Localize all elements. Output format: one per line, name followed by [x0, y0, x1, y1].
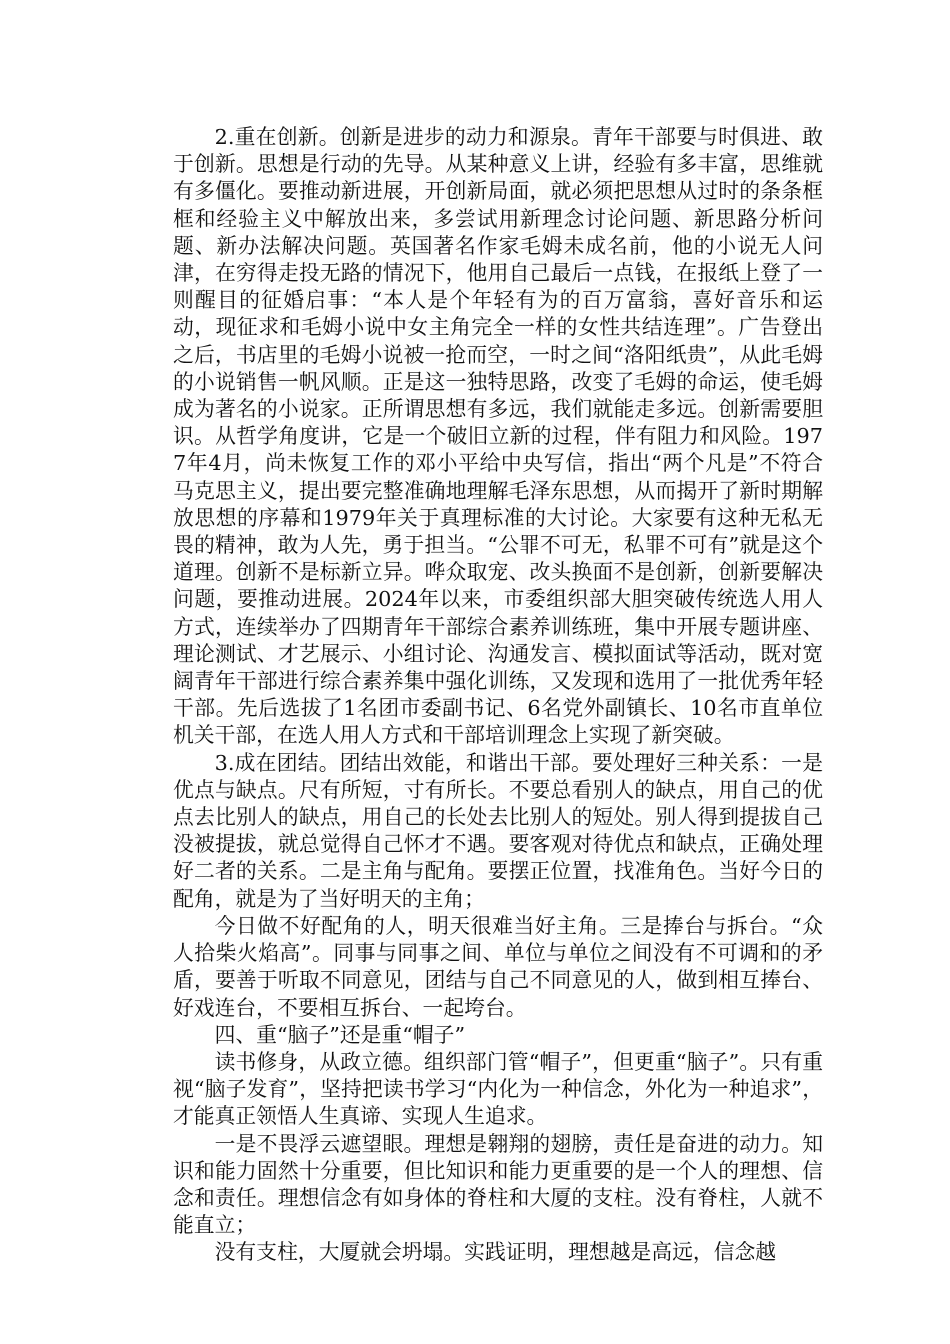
paragraph-reading: 读书修身，从政立德。组织部门管“帽子”，但更重“脑子”。只有重视“脑子发育”，坚持把读书学习“内化为一种信念，外化为一种追求”，才能真正领悟人生真谛、实现人生追求。	[173, 1049, 823, 1129]
section-heading-brain-or-hat: 四、重“脑子”还是重“帽子”	[214, 1022, 466, 1047]
paragraph-unity: 3.成在团结。团结出效能，和谐出干部。要处理好三种关系：一是优点与缺点。尺有所短，寸有所长。不要总看别人的缺点，用自己的优点去比别人的缺点，用自己的长处去比别人的短处。别人得到提拔自己没被提拔，就总觉得自己怀才不遇。要客观对待优点和缺点，正确处理好二者的关系。二是主角与配角。要摆正位置，找准角色。当好今日的配角，就是为了当好明天的主角；	[173, 750, 823, 911]
paragraph-ideals: 一是不畏浮云遮望眼。理想是翱翔的翅膀，责任是奋进的动力。知识和能力固然十分重要，但比知识和能力更重要的是一个人的理想、信念和责任。理想信念有如身体的脊柱和大厦的支柱。没有脊柱，人就不能直立；	[173, 1131, 823, 1238]
paragraph-innovation: 2.重在创新。创新是进步的动力和源泉。青年干部要与时俱进、敢于创新。思想是行动的先导。从某种意义上讲，经验有多丰富，思维就有多僵化。要推动新进展，开创新局面，就必须把思想从过时的条条框框和经验主义中解放出来，多尝试用新理念讨论问题、新思路分析问题、新办法解决问题。英国著名作家毛姆未成名前，他的小说无人问津，在穷得走投无路的情况下，他用自己最后一点钱，在报纸上登了一则醒目的征婚启事：“本人是个年轻有为的百万富翁，喜好音乐和运动，现征求和毛姆小说中女主角完全一样的女性共结连理”。广告登出之后，书店里的毛姆小说被一抢而空，一时之间“洛阳纸贵”，从此毛姆的小说销售一帆风顺。正是这一独特思路，改变了毛姆的命运，使毛姆成为著名的小说家。正所谓思想有多远，我们就能走多远。创新需要胆识。从哲学角度讲，它是一个破旧立新的过程，伴有阻力和风险。1977年4月，尚未恢复工作的邓小平给中央写信，指出“两个凡是”不符合马克思主义，提出要完整准确地理解毛泽东思想，从而揭开了新时期解放思想的序幕和1979年关于真理标准的大讨论。大家要有这种无私无畏的精神，敢为人先，勇于担当。“公罪不可无，私罪不可有”就是这个道理。创新不是标新立异。哗众取宠、改头换面不是创新，创新要解决问题，要推动进展。2024年以来，市委组织部大胆突破传统选人用人方式，连续举办了四期青年干部综合素养训练班，集中开展专题讲座、理论测试、才艺展示、小组讨论、沟通发言、模拟面试等活动，既对宽阔青年干部进行综合素养集中强化训练，又发现和选用了一批优秀年轻干部。先后选拔了1名团市委副书记、6名党外副镇长、10名市直单位机关干部，在选人用人方式和干部培训理念上实现了新突破。	[173, 125, 823, 748]
paragraph-pillar: 没有支柱，大厦就会坍塌。实践证明，理想越是高远，信念越	[214, 1240, 777, 1265]
document-page	[173, 124, 823, 1267]
paragraph-supporting-role: 今日做不好配角的人，明天很难当好主角。三是捧台与拆台。“众人拾柴火焰高”。同事与同事之间、单位与单位之间没有不可调和的矛盾，要善于听取不同意见，团结与自己不同意见的人，做到相互捧台、好戏连台，不要相互拆台、一起垮台。	[173, 913, 823, 1020]
